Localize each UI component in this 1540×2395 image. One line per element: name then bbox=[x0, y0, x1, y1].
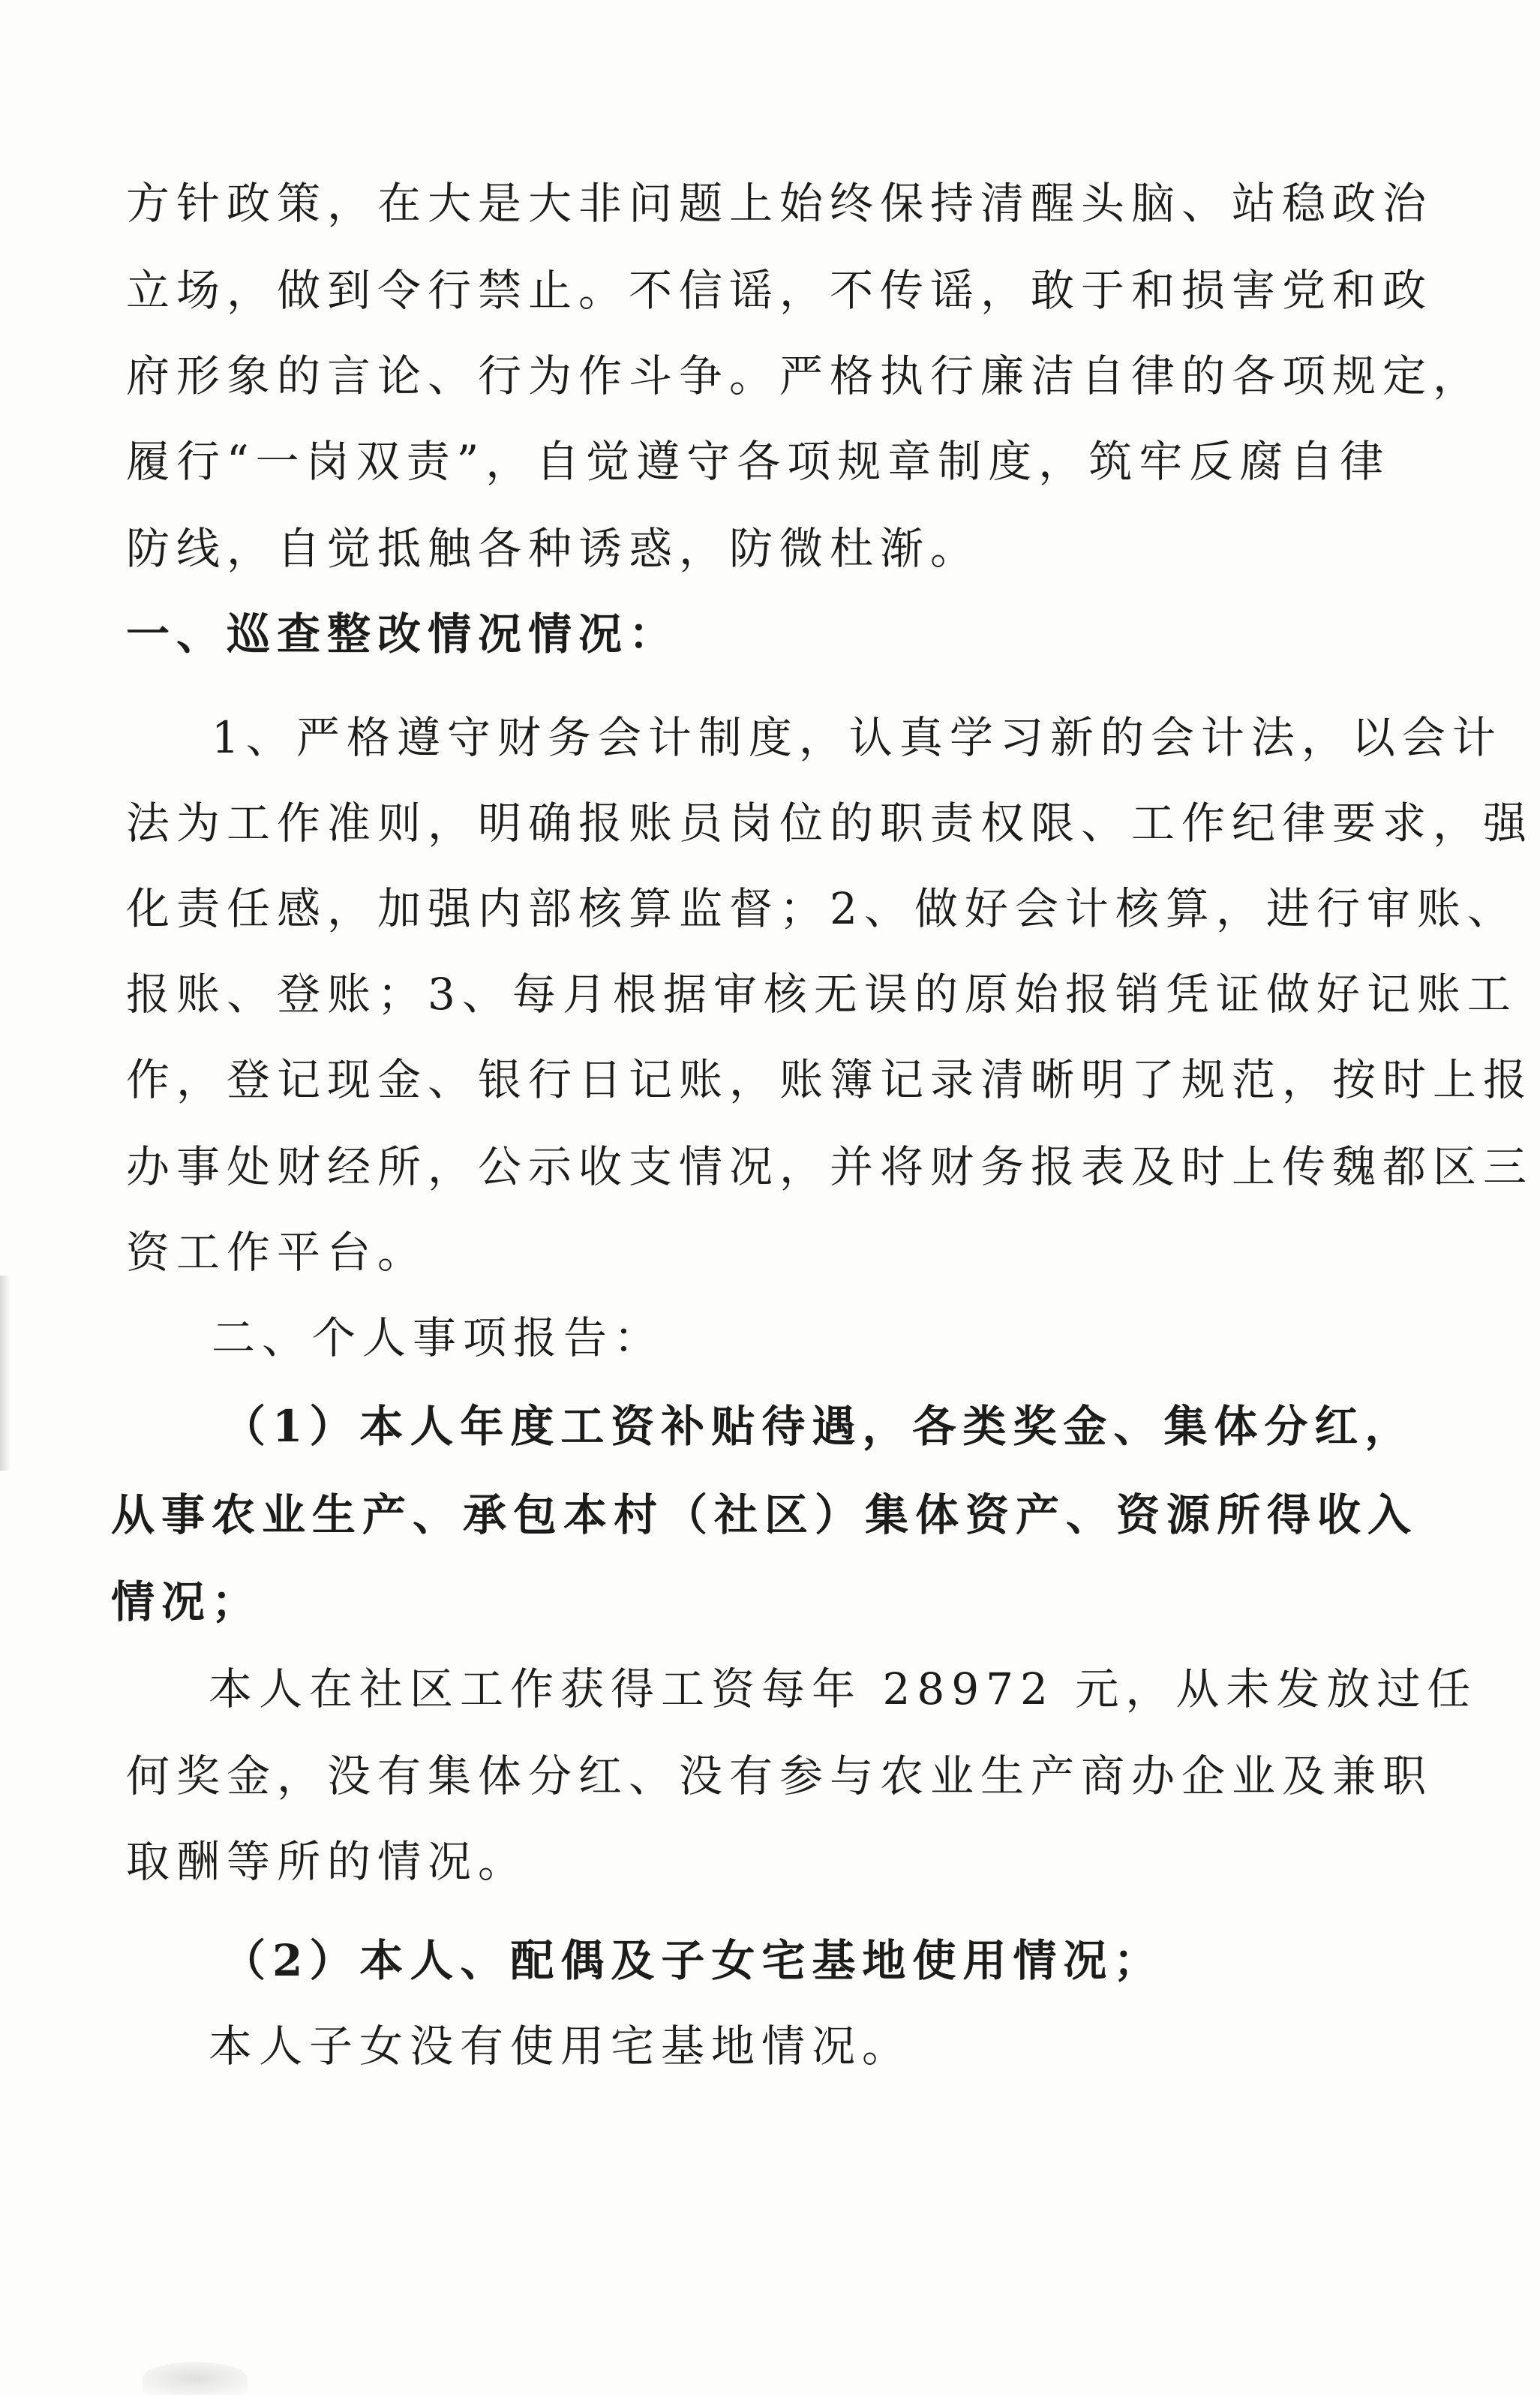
text-line: 履行“一岗双责”，自觉遵守各项规章制度，筑牢反腐自律 bbox=[126, 436, 1391, 487]
text-line: 防线，自觉抵触各种诱惑，防微杜渐。 bbox=[126, 523, 981, 574]
section-heading: 二、个人事项报告： bbox=[212, 1312, 665, 1363]
scan-mark bbox=[143, 2362, 248, 2395]
text-line: 本人在社区工作获得工资每年 28972 元，从未发放过任 bbox=[209, 1663, 1478, 1714]
subsection-heading: 从事农业生产、承包本村（社区）集体资产、资源所得收入 bbox=[111, 1489, 1418, 1540]
scan-edge-shadow bbox=[0, 1276, 11, 1471]
subsection-heading: （2）本人、配偶及子女宅基地使用情况； bbox=[222, 1935, 1164, 1986]
text-line: 资工作平台。 bbox=[126, 1227, 428, 1278]
text-line: 取酬等所的情况。 bbox=[126, 1836, 529, 1887]
text-line: 法为工作准则，明确报账员岗位的职责权限、工作纪律要求，强 bbox=[126, 798, 1534, 849]
text-line: 何奖金，没有集体分红、没有参与农业生产商办企业及兼职 bbox=[126, 1750, 1433, 1802]
subsection-heading: 情况； bbox=[111, 1576, 263, 1627]
subsection-heading: （1）本人年度工资补贴待遇，各类奖金、集体分红， bbox=[222, 1401, 1415, 1452]
text-line: 本人子女没有使用宅基地情况。 bbox=[209, 2021, 913, 2072]
text-line: 化责任感，加强内部核算监督；2、做好会计核算，进行审账、 bbox=[126, 883, 1517, 934]
text-line: 办事处财经所，公示收支情况，并将财务报表及时上传魏都区三 bbox=[126, 1141, 1534, 1192]
text-line: 1、严格遵守财务会计制度，认真学习新的会计法，以会计 bbox=[212, 712, 1502, 763]
text-line: 立场，做到令行禁止。不信谣，不传谣，敢于和损害党和政 bbox=[126, 265, 1433, 316]
section-heading: 一、巡查整改情况情况： bbox=[126, 609, 680, 660]
text-line: 方针政策，在大是大非问题上始终保持清醒头脑、站稳政治 bbox=[126, 178, 1433, 229]
text-line: 报账、登账；3、每月根据审核无误的原始报销凭证做好记账工 bbox=[126, 969, 1517, 1020]
text-line: 府形象的言论、行为作斗争。严格执行廉洁自律的各项规定， bbox=[126, 350, 1484, 401]
text-line: 作，登记现金、银行日记账，账簿记录清晰明了规范，按时上报 bbox=[126, 1054, 1534, 1105]
